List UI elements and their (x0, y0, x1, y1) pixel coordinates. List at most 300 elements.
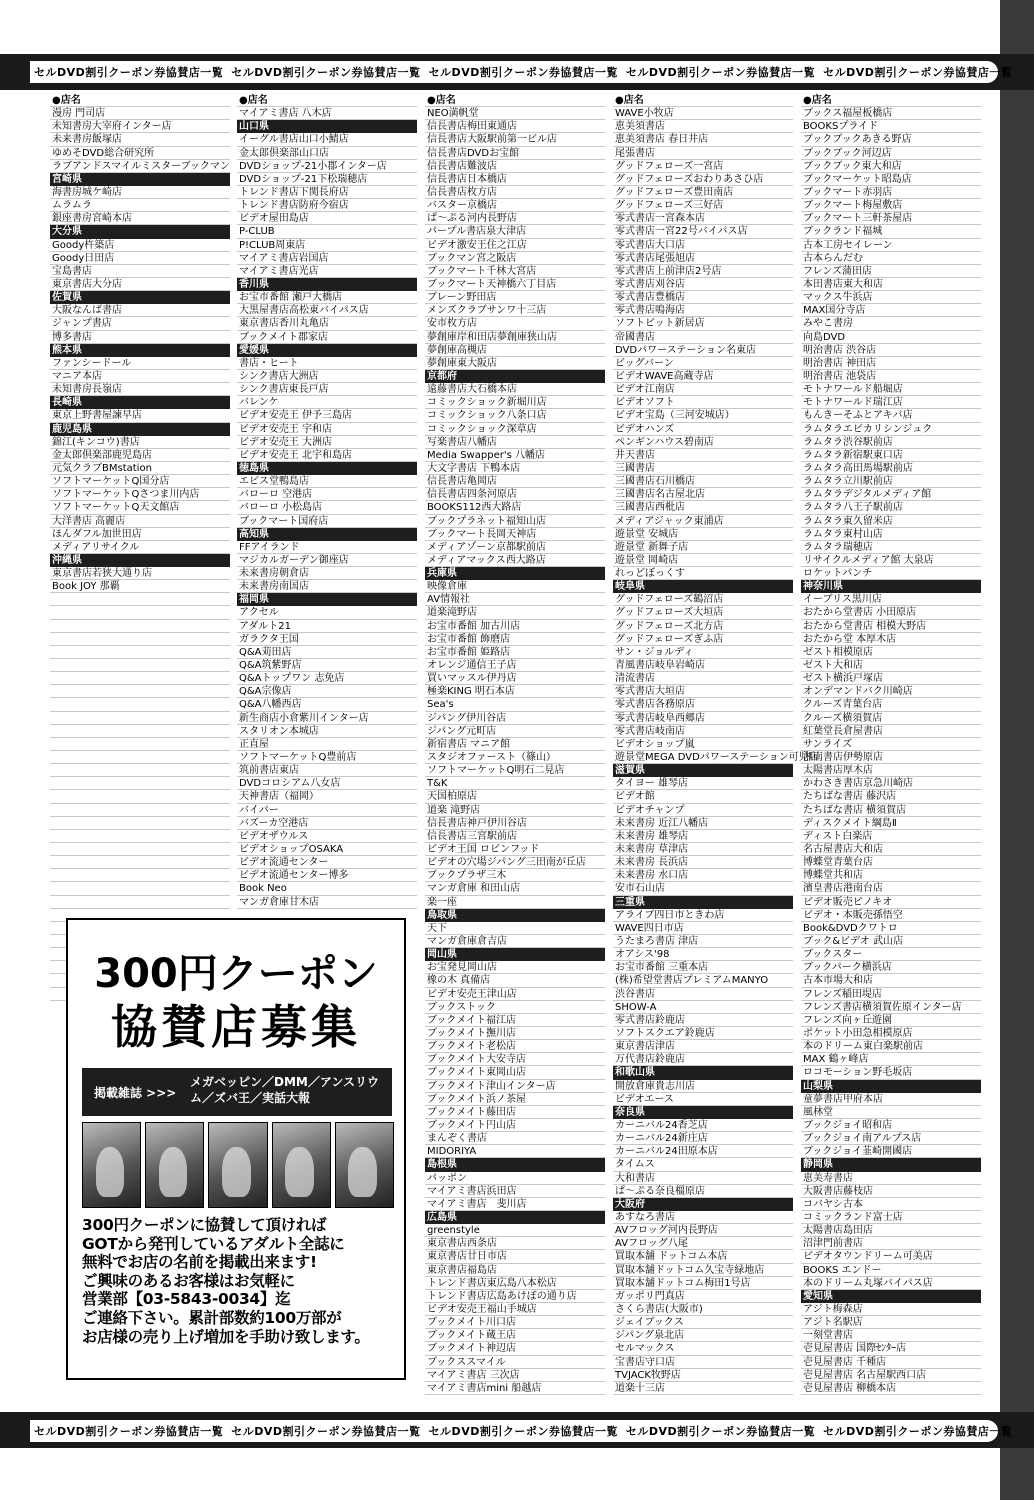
store-entry: 本田書店東大和店 (801, 278, 981, 291)
store-entry: バローロ 空港店 (237, 488, 417, 501)
store-entry: グッドフェローズぎふ店 (613, 633, 793, 646)
store-entry: ガッポリ門真店 (613, 1290, 793, 1303)
store-entry: 大阪書店藤枝店 (801, 1185, 981, 1198)
store-entry: 三國書店 (613, 462, 793, 475)
store-entry: ブックスター (801, 948, 981, 961)
store-entry: AV情報社 (425, 593, 605, 606)
store-entry: 宝島書店 (50, 265, 230, 278)
magazine-bar (82, 1068, 392, 1116)
store-entry: クルーズ横須賀店 (801, 712, 981, 725)
store-column-2 (237, 94, 417, 909)
store-entry: 大洋書店 高麗店 (50, 515, 230, 528)
store-entry: ビデオ激安王住之江店 (425, 239, 605, 252)
store-entry: たちばな書店 藤沢店 (801, 790, 981, 803)
store-entry: 明治書店 神田店 (801, 357, 981, 370)
store-entry: フレンズ向ヶ丘遊園 (801, 1014, 981, 1027)
store-entry: 濱皇書店港南台店 (801, 882, 981, 895)
store-entry: ロケットパンチ (801, 567, 981, 580)
store-entry: グッドフェローズ三好店 (613, 199, 793, 212)
store-entry: MIDORIYA (425, 1145, 605, 1158)
store-entry: 銀座書房宮崎本店 (50, 212, 230, 225)
store-entry: ディスクメイト綱島Ⅱ (801, 817, 981, 830)
store-entry: ビデオエース (613, 1093, 793, 1106)
magazine-cover-image (145, 1122, 204, 1208)
store-entry: 安市石山店 (613, 882, 793, 895)
store-entry: 万代書店鈴鹿店 (613, 1053, 793, 1066)
store-entry: フレンズ書店横須賀佐原インター店 (801, 1001, 981, 1014)
store-entry: ゼスト横浜戸塚店 (801, 672, 981, 685)
store-entry: 尾張書店 (613, 147, 793, 160)
store-entry: 信長書店枚方店 (425, 186, 605, 199)
store-entry: ブックパーク横浜店 (801, 961, 981, 974)
column-header: ●店名 (50, 94, 230, 107)
prefecture-header: 福岡県 (237, 593, 417, 606)
store-entry: ビデオ販売ピノキオ (801, 896, 981, 909)
store-entry: エビス堂鴨島店 (237, 475, 417, 488)
store-entry: ビデオ宝島（三河安城店） (613, 409, 793, 422)
banner-text: セルDVD割引クーポン券協賛店一覧 (231, 1425, 421, 1438)
empty-row (50, 672, 230, 685)
store-entry: 橡の木 真備店 (425, 974, 605, 987)
store-entry: 遊景堂 安城店 (613, 528, 793, 541)
store-entry: サン・ジョルディ (613, 646, 793, 659)
store-entry: 錦江(キンコウ)書店 (50, 436, 230, 449)
store-entry: WAVE小牧店 (613, 107, 793, 120)
empty-row (50, 712, 230, 725)
prefecture-header: 山口県 (237, 120, 417, 133)
store-entry: サンライズ (801, 738, 981, 751)
store-entry: Sea's (425, 698, 605, 711)
store-entry: グッドフェローズおわりあさひ店 (613, 173, 793, 186)
store-entry: 安市枚方店 (425, 317, 605, 330)
prefecture-header: 滋賀県 (613, 764, 793, 777)
store-entry: ブックブック河辺店 (801, 147, 981, 160)
store-entry: 信長書店梅田東通店 (425, 120, 605, 133)
store-entry: たちばな書店 横須賀店 (801, 804, 981, 817)
store-entry: ビデオショップOSAKA (237, 843, 417, 856)
store-entry: ソフトマーケットQ豊前店 (237, 751, 417, 764)
store-entry: セルマックス (613, 1342, 793, 1355)
store-entry: ビデオハンズ (613, 423, 793, 436)
store-entry: MAX 鶴ヶ峰店 (801, 1053, 981, 1066)
column-header: ●店名 (237, 94, 417, 107)
store-entry: オレンジ通信王子店 (425, 659, 605, 672)
store-entry: 未知書房大宰府インター店 (50, 120, 230, 133)
column-header: ●店名 (801, 94, 981, 107)
store-entry: 零式書店岐南店 (613, 725, 793, 738)
store-entry: ブックランド福城 (801, 225, 981, 238)
store-entry: 遊景堂 新舞子店 (613, 541, 793, 554)
store-entry: 夢創庫東大阪店 (425, 357, 605, 370)
store-entry: ブックメイト藤田店 (425, 1106, 605, 1119)
store-entry: 天神書店（福岡） (237, 790, 417, 803)
store-entry: 零式書店各務原店 (613, 698, 793, 711)
store-entry: 紅葉堂長倉屋書店 (801, 725, 981, 738)
store-entry: 童夢書店甲府本店 (801, 1093, 981, 1106)
store-entry: ブックメイト福江店 (425, 1014, 605, 1027)
ad-body-line: 営業部【03-5843-0034】迄 (82, 1290, 291, 1309)
store-entry: ジャンプ書店 (50, 317, 230, 330)
store-entry: ソフトスクエア鈴鹿店 (613, 1027, 793, 1040)
store-entry: もんきーそふとアキバ店 (801, 409, 981, 422)
store-entry: ラブアンドスマイルミスターブックマン (52, 160, 230, 172)
empty-row (50, 633, 230, 646)
store-entry: ジパング元町店 (425, 725, 605, 738)
store-entry: 買いマッスル伊丹店 (425, 672, 605, 685)
prefecture-header: 愛知県 (801, 1290, 981, 1303)
store-entry: 博多書店 (50, 331, 230, 344)
store-entry: ソフトマーケットQ明石二見店 (425, 764, 605, 777)
store-entry: Goody日田店 (50, 252, 230, 265)
store-entry: 渋谷書店 (613, 988, 793, 1001)
store-entry: お宝市番館 姫路店 (425, 646, 605, 659)
store-entry: ラムタラ立川駅前店 (801, 475, 981, 488)
store-entry: メディアジャック東浦店 (613, 515, 793, 528)
store-entry: オンデマンドバク川崎店 (801, 685, 981, 698)
store-entry: ロコモーション野毛坂店 (801, 1066, 981, 1079)
store-entry: コミックショック八条口店 (425, 409, 605, 422)
store-entry: ほんダフル加世田店 (50, 528, 230, 541)
store-entry: ジパング伊川谷店 (425, 712, 605, 725)
empty-row (50, 764, 230, 777)
store-entry: 未知書房長嶺店 (50, 383, 230, 396)
store-entry: 東京上野書屋諫早店 (50, 409, 230, 422)
store-entry: さくら書店(大阪市) (613, 1303, 793, 1316)
store-entry: 零式書店大垣店 (613, 685, 793, 698)
store-entry: パッポン (425, 1172, 605, 1185)
empty-row (50, 817, 230, 830)
store-entry: マイアミ書店岩国店 (237, 252, 417, 265)
store-entry: 信長書店神戸伊川谷店 (425, 817, 605, 830)
store-entry: 未来書房 水口店 (613, 869, 793, 882)
store-entry: 遊景堂 岡崎店 (613, 554, 793, 567)
store-entry: トレンド書店防府今宿店 (237, 199, 417, 212)
store-entry: ソフトピット新居店 (613, 317, 793, 330)
store-entry: ソフトマーケットQ国分店 (50, 475, 230, 488)
empty-row (50, 790, 230, 803)
store-entry: お宝市番館 飾磨店 (425, 633, 605, 646)
store-entry: お宝市番館 瀬戸大橋店 (237, 291, 417, 304)
store-entry: 古本工房セイレーン (801, 239, 981, 252)
store-entry: ラムタラ渋谷駅前店 (801, 436, 981, 449)
banner-text: セルDVD割引クーポン券協賛店一覧 (428, 1425, 618, 1438)
store-entry: 古本市場大和店 (801, 974, 981, 987)
store-entry: ゼスト大和店 (801, 659, 981, 672)
store-entry: ブックマート国府店 (237, 515, 417, 528)
store-entry: 信長書店大阪駅前第一ビル店 (425, 133, 605, 146)
store-entry: 太陽書店島田店 (801, 1224, 981, 1237)
store-entry: 博蝶堂共和店 (801, 869, 981, 882)
store-entry: ポケット小田急相模原店 (801, 1027, 981, 1040)
empty-row (50, 698, 230, 711)
store-entry: ブックマート三軒茶屋店 (801, 212, 981, 225)
store-entry: ブックメイト津山インター店 (425, 1080, 605, 1093)
store-entry: ブックマート天神橋六丁目店 (425, 278, 605, 291)
store-entry: ブックジョイ南アルプス店 (801, 1132, 981, 1145)
prefecture-header: 静岡県 (801, 1158, 981, 1171)
store-entry: スタリオン本城店 (237, 725, 417, 738)
store-entry: 大阪なんば書店 (50, 304, 230, 317)
store-entry: 本のドリーム丸塚バイパス店 (801, 1277, 981, 1290)
store-entry: ラムタラ八王子駅前店 (801, 501, 981, 514)
store-entry: 壱見屋書店 名古屋駅西口店 (801, 1369, 981, 1382)
prefecture-header: 徳島県 (237, 462, 417, 475)
store-entry: ブックマート赤羽店 (801, 186, 981, 199)
store-entry: SHOW-A (613, 1001, 793, 1014)
store-entry: Q&A筑紫野店 (237, 659, 417, 672)
store-entry: 零式書店刈谷店 (613, 278, 793, 291)
prefecture-header: 鳥取県 (425, 909, 605, 922)
store-entry: ブレーン野田店 (425, 291, 605, 304)
store-entry: アジト名駅店 (801, 1316, 981, 1329)
ad-body-line: ご連絡下さい。累計部数約100万部が (82, 1308, 342, 1327)
store-entry: マニア本店 (50, 370, 230, 383)
store-entry: 大和書店 (613, 1172, 793, 1185)
prefecture-header: 宮崎県 (50, 173, 230, 186)
store-entry: 正直屋 (237, 738, 417, 751)
store-entry: ガラクタ王国 (237, 633, 417, 646)
store-entry: 東京書店若狭大通り店 (50, 567, 230, 580)
empty-row (50, 896, 230, 909)
store-entry: 楽一座 (425, 896, 605, 909)
store-entry: まんぞく書店 (425, 1132, 605, 1145)
store-entry: WAVE四日市店 (613, 922, 793, 935)
prefecture-header: 京都府 (425, 370, 605, 383)
store-entry: ブックブックあきる野店 (801, 133, 981, 146)
store-entry: ブックプラザ三木 (425, 869, 605, 882)
empty-row (50, 843, 230, 856)
banner-text: セルDVD割引クーポン券協賛店一覧 (625, 66, 816, 79)
magazines-list: メガベッピン／DMM／アンスリウム／ズバ王／実話大報 (190, 1075, 380, 1105)
banner-text: セルDVD割引クーポン券協賛店一覧 (34, 66, 224, 79)
store-entry: マンガ倉庫 和田山店 (425, 882, 605, 895)
store-entry: ビッグバーン (613, 357, 793, 370)
store-entry: イーブリス黒川店 (801, 593, 981, 606)
store-entry: 未来書房南国店 (237, 580, 417, 593)
store-entry: お宝発見岡山店 (425, 961, 605, 974)
store-column-1 (50, 94, 230, 1001)
empty-row (50, 659, 230, 672)
store-column-5 (801, 94, 981, 1395)
store-entry: ブックス福屋板橋店 (801, 107, 981, 120)
store-entry: MAX国分寺店 (801, 304, 981, 317)
store-entry: ブックメイト老松店 (425, 1040, 605, 1053)
store-entry: DVDコロシアム八女店 (237, 777, 417, 790)
store-entry: メンズクラブサンワ十三店 (425, 304, 605, 317)
banner-text: セルDVD割引クーポン券協賛店一覧 (34, 1425, 224, 1438)
store-entry: モトナワールド船堀店 (801, 383, 981, 396)
store-entry: 信長書店四条河原店 (425, 488, 605, 501)
store-entry: 壱見屋書店 柳橋本店 (801, 1382, 981, 1395)
store-entry: 信長書店難波店 (425, 160, 605, 173)
store-entry: 新宿書店 マニア館 (425, 738, 605, 751)
store-entry: 帝國書店 (613, 331, 793, 344)
store-entry: 東京書店大分店 (50, 278, 230, 291)
coupon-recruitment-ad (66, 918, 406, 1380)
store-entry: Media Swapper's 八幡店 (425, 449, 605, 462)
store-entry: ジェイブックス (613, 1316, 793, 1329)
store-entry: ソフトマーケットQ天文館店 (50, 501, 230, 514)
store-entry: ファンシードール (50, 357, 230, 370)
store-entry: 博蝶堂青葉台店 (801, 856, 981, 869)
store-entry: P!CLUB周東店 (237, 239, 417, 252)
ad-body-line: ご興味のあるお客様はお気軽に (82, 1271, 295, 1290)
store-entry: DVDショップ-21下松瑞穂店 (237, 173, 417, 186)
store-entry: ゆめそDVD総合研究所 (50, 147, 230, 160)
store-entry: 金太郎倶楽部鹿児島店 (50, 449, 230, 462)
store-entry: 零式書店大口店 (613, 239, 793, 252)
empty-row (50, 882, 230, 895)
store-entry: マイアミ書店 八木店 (237, 107, 417, 120)
store-entry: 道楽 滝野店 (425, 804, 605, 817)
store-entry: 零式書店一宮22号バイパス店 (613, 225, 793, 238)
store-entry: 天下 (425, 922, 605, 935)
store-entry: トレンド書店広島あけぼの通り店 (425, 1290, 605, 1303)
store-entry: 宝書店守口店 (613, 1356, 793, 1369)
ad-body-line: GOTから発刊しているアダルト全誌に (82, 1234, 345, 1253)
empty-row (50, 777, 230, 790)
prefecture-header: 佐賀県 (50, 291, 230, 304)
empty-row (50, 738, 230, 751)
store-entry: フレンズ蒲田店 (801, 265, 981, 278)
store-entry: 名古屋書店大和店 (801, 843, 981, 856)
prefecture-header: 高知県 (237, 528, 417, 541)
store-entry: Q&A宗像店 (237, 685, 417, 698)
store-entry: ブックメイト円山店 (425, 1119, 605, 1132)
empty-row (50, 804, 230, 817)
store-entry: 海書房城ケ崎店 (50, 186, 230, 199)
empty-row (50, 620, 230, 633)
store-entry: フレンズ稲田堤店 (801, 988, 981, 1001)
store-entry: グッドフェローズ鶴沼店 (613, 593, 793, 606)
store-entry: 未来書房 草津店 (613, 843, 793, 856)
store-entry: 三國書店名古屋北店 (613, 488, 793, 501)
store-entry: 東京書店福島店 (425, 1264, 605, 1277)
store-entry: 零式書店尾張旭店 (613, 252, 793, 265)
store-entry: 清流書店 (613, 672, 793, 685)
store-entry: マイアミ書店光店 (237, 265, 417, 278)
store-entry: ビデオチャンプ (613, 804, 793, 817)
store-entry: 風林堂 (801, 1106, 981, 1119)
store-entry: 大黒屋書店高松東バイパス店 (237, 304, 417, 317)
store-entry: マイアミ書店浜田店 (425, 1185, 605, 1198)
ad-title-line2: 協賛店募集 (111, 1000, 361, 1054)
store-entry: コミックショック新堀川店 (425, 396, 605, 409)
store-entry: お宝市番館 加古川店 (425, 620, 605, 633)
store-entry: ブックメイト神辺店 (425, 1342, 605, 1355)
store-entry: ブックメイト郡家店 (237, 331, 417, 344)
prefecture-header: 沖縄県 (50, 554, 230, 567)
store-entry: バレンケ (237, 396, 417, 409)
store-entry: パープル書店泉大津店 (425, 225, 605, 238)
store-entry: ブックプラネット福知山店 (425, 515, 605, 528)
store-entry: ブックメイト浜ノ茶屋 (425, 1093, 605, 1106)
store-entry: メディアリサイクル (50, 541, 230, 554)
store-entry: NEO満帆堂 (425, 107, 605, 120)
store-entry: 未来書房 近江八幡店 (613, 817, 793, 830)
store-entry: ビデオ江南店 (613, 383, 793, 396)
store-entry: 湘南書店伊勢原店 (801, 751, 981, 764)
magazine-cover-image (335, 1122, 394, 1208)
store-entry: ジパング泉北店 (613, 1329, 793, 1342)
store-entry: 零式書店岐阜西郷店 (613, 712, 793, 725)
store-entry: ブックマート梅屋敷店 (801, 199, 981, 212)
store-entry: ぱ～ぷる河内長野店 (425, 212, 605, 225)
store-entry: マンガ倉庫倉吉店 (425, 935, 605, 948)
store-entry: 壱見屋書店 国際ｾﾝﾀｰ店 (801, 1342, 981, 1355)
prefecture-header: 広島県 (425, 1211, 605, 1224)
store-entry: ラムタラ高田馬場駅前店 (801, 462, 981, 475)
magazine-cover-image (82, 1122, 141, 1208)
store-entry: 夢創庫高槻店 (425, 344, 605, 357)
empty-row (50, 685, 230, 698)
prefecture-header: 香川県 (237, 278, 417, 291)
store-entry: 信長書店日本橋店 (425, 173, 605, 186)
store-entry: ソフトマーケットQさつま川内店 (50, 488, 230, 501)
store-entry: 東京書店廿日市店 (425, 1250, 605, 1263)
store-entry: ラムタラ東久留米店 (801, 515, 981, 528)
store-entry: 開放倉庫貴志川店 (613, 1080, 793, 1093)
store-entry: 金太郎倶楽部山口店 (237, 147, 417, 160)
store-entry: Book Neo (237, 882, 417, 895)
store-entry: 青風書店岐阜岩崎店 (613, 659, 793, 672)
store-entry: おたから堂書店 小田原店 (801, 606, 981, 619)
magazines-label: 掲載雑誌 >>> (94, 1086, 177, 1100)
store-entry: ブックストック (425, 1001, 605, 1014)
store-entry: メディアゾーン京都駅前店 (425, 541, 605, 554)
store-entry: greenstyle (425, 1224, 605, 1237)
store-entry: ビデオ流通センター博多 (237, 869, 417, 882)
store-entry: ビデオ流通センター (237, 856, 417, 869)
empty-row (50, 869, 230, 882)
store-entry: れっどぼっくす (613, 567, 793, 580)
store-entry: マイアミ書店 斐川店 (425, 1198, 605, 1211)
prefecture-header: 神奈川県 (801, 580, 981, 593)
store-entry: ラムタラ新宿駅東口店 (801, 449, 981, 462)
store-entry: Q&A苅田店 (237, 646, 417, 659)
store-entry: マックス牛浜店 (801, 291, 981, 304)
store-entry: 恵美須書店 春日井店 (613, 133, 793, 146)
ad-body-line: お店様の売り上げ増加を手助け致します。 (82, 1327, 370, 1346)
store-entry: ビデオショップ嵐 (613, 738, 793, 751)
store-entry: 大文字書店 下鴨本店 (425, 462, 605, 475)
store-entry: かわさき書店京急川崎店 (801, 777, 981, 790)
store-entry: ゼスト相模原店 (801, 646, 981, 659)
store-entry: ブックマート長岡天神店 (425, 528, 605, 541)
store-entry: ぱ～ぷる奈良橿原店 (613, 1185, 793, 1198)
prefecture-header: 熊本県 (50, 344, 230, 357)
store-entry: 太陽書店厚木店 (801, 764, 981, 777)
store-entry: BOOKS エンドー (801, 1264, 981, 1277)
store-entry: 古本らんだむ (801, 252, 981, 265)
store-entry: ビデオ王国 ロビンフッド (425, 843, 605, 856)
store-entry: ラムタラ瑞穂店 (801, 541, 981, 554)
store-entry: 夢創庫岸和田店夢創庫狭山店 (425, 331, 605, 344)
store-entry: ブックマーケット昭島店 (801, 173, 981, 186)
store-entry: 信長書店三宮駅前店 (425, 830, 605, 843)
store-entry: TVJACK牧野店 (613, 1369, 793, 1382)
store-entry: カーニバル24田原本店 (613, 1145, 793, 1158)
store-entry: 写楽書店八幡店 (425, 436, 605, 449)
store-entry: クルーズ青葉台店 (801, 698, 981, 711)
store-entry: 買取本舗ドットコム久宝寺緑地店 (613, 1264, 793, 1277)
prefecture-header: 島根県 (425, 1158, 605, 1171)
store-entry: マジカルガーデン御座店 (237, 554, 417, 567)
store-entry: シンク書店東長戸店 (237, 383, 417, 396)
store-entry: みやこ書房 (801, 317, 981, 330)
ad-title-line1: 300円クーポン (94, 951, 378, 997)
store-entry: 映像倉庫 (425, 580, 605, 593)
